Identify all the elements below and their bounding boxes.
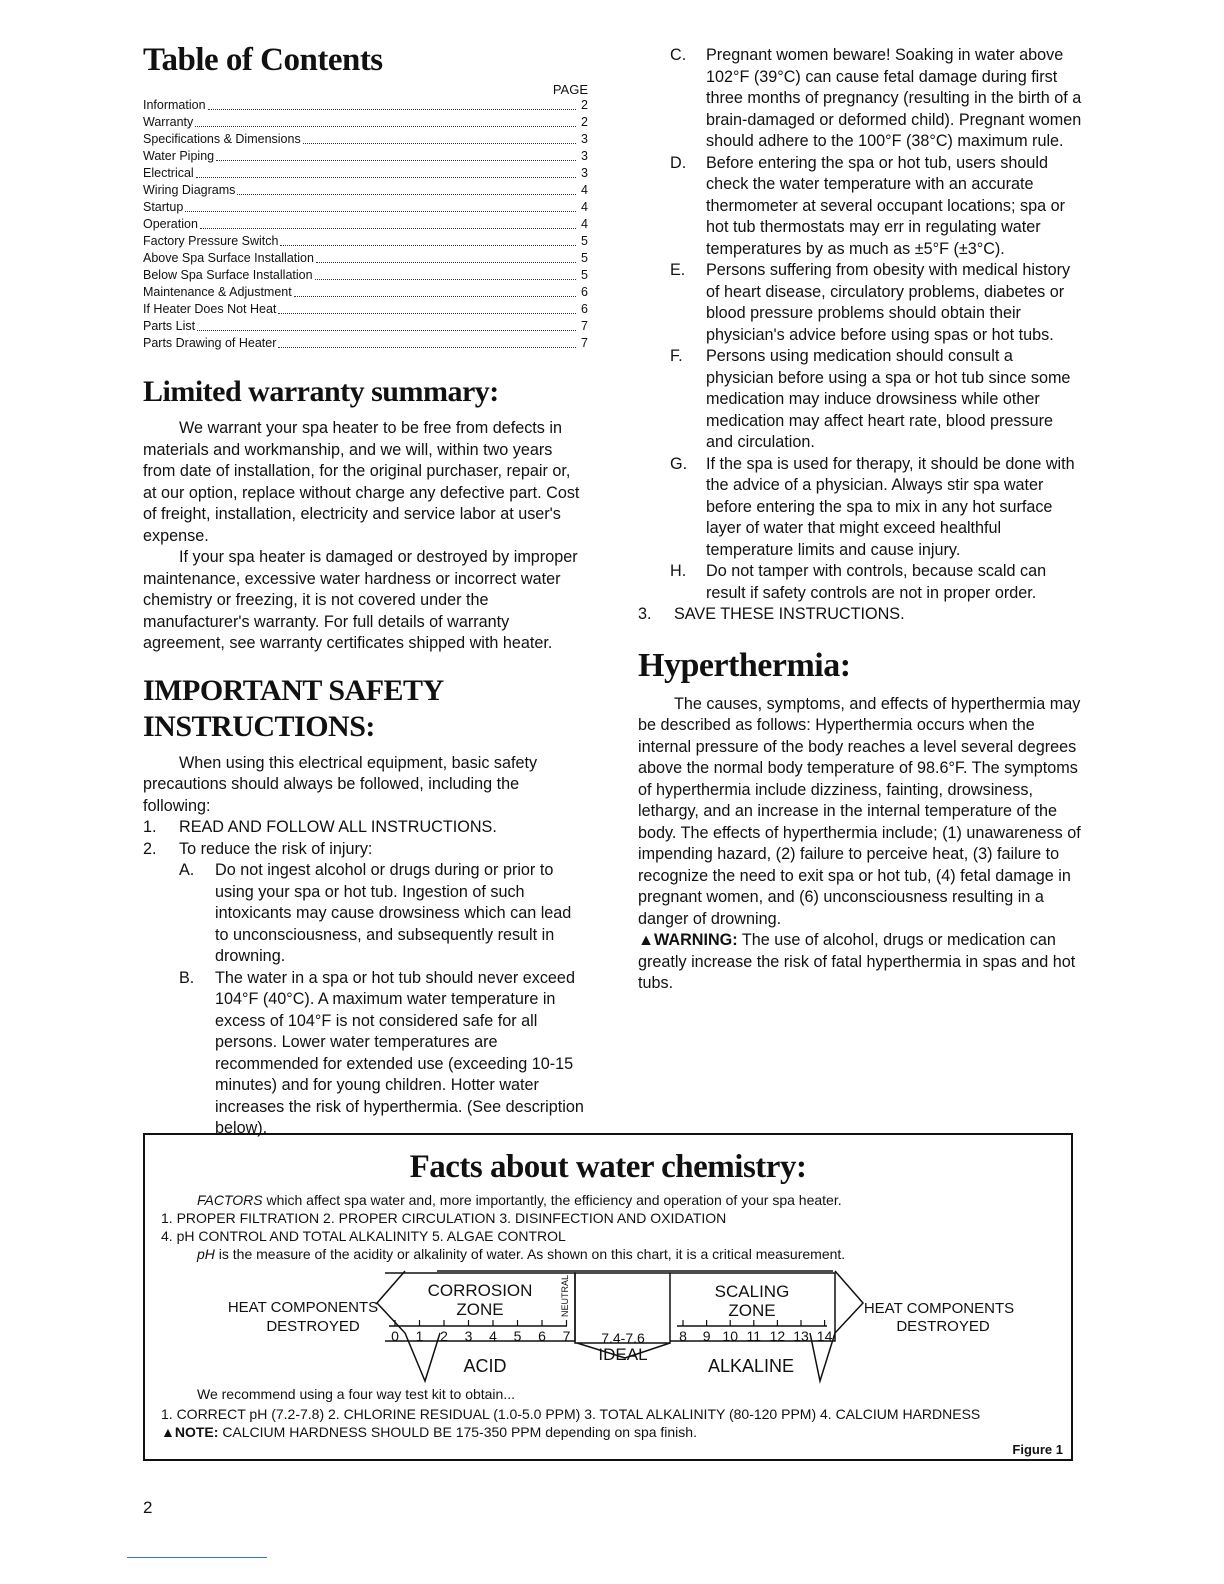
toc-entry [143,131,588,148]
hyperthermia-body: The causes, symptoms, and effects of hyperthermia may be described as follows: Hyperthermia occurs when the internal pressure of the body reaches a level several degrees above the normal body temperature of 98.6°F. The symptoms of hyperthermia include dizziness, fainting, drowsiness, lethargy, and an increase in the internal temperature of the body. The effects of hyperthermia include; (1) unawareness of impending hazard, (2) failure to perceive heat, (3) failure to recognize the need to exit spa or hot tub, (4) fetal damage in pregnant women, and (6) unconsciousness resulting in a danger of drowning. [638,694,1081,928]
toc-leader-dots [197,318,576,331]
toc-entry [143,284,588,301]
item-letter: D. [670,153,687,172]
ph-tick-label: 7 [562,1328,571,1344]
toc-entry-label: Above Spa Surface Installation [143,251,314,265]
safety-sub-a [143,860,588,968]
item-text: Do not tamper with controls, because scald can result if safety controls are not in proper order. [706,562,1047,602]
item-letter: B. [179,968,195,987]
toc-entry [143,148,588,165]
toc-leader-dots [294,284,576,297]
hyperthermia-title: Hyperthermia: [638,646,851,684]
item-text: Persons using medication should consult a physician before using a spa or hot tub since some medication may induce drowsiness while other medication may affect heart rate, blood pressure and circulation. [706,347,1071,451]
ph-tick-label: 3 [464,1328,473,1344]
toc-leader-dots [278,301,576,314]
ph-rest: is the measure of the acidity or alkalinity of water. As shown on this chart, it is a critical measurement. [218,1246,846,1262]
toc-leader-dots [315,267,576,280]
toc-entry-label: If Heater Does Not Heat [143,302,277,316]
toc-entry [143,335,588,352]
warranty-paragraph-1: We warrant your spa heater to be free from defects in materials and workmanship, and we will, within two years from date of installation, for the original purchaser, repair or, at our option, replace without charge any defective part. Cost of freight, installation, electricity and service labor at user's expense. [143,419,580,545]
warning-text: The use of alcohol, drugs or medication can greatly increase the risk of fatal hyperthermia in spas and hot tubs. [638,931,1076,992]
note-icon: ▲ [161,1424,175,1440]
ph-tick-label: 8 [679,1328,687,1344]
safety-item-2 [143,839,588,861]
acid-label: ACID [463,1356,507,1376]
ph-scale-diagram [205,1263,1025,1387]
recommend-line: We recommend using a four way test kit to obtain... [197,1386,516,1402]
chemistry-title: Facts about water chemistry: [409,1149,807,1185]
toc-leader-dots [316,250,576,263]
toc-entry-label: Operation [143,217,198,231]
ph-tick-label: 10 [722,1328,738,1344]
safety-sub-f [638,346,1083,454]
toc-entry-page: 3 [581,166,588,180]
toc-entry [143,216,588,233]
item-text: READ AND FOLLOW ALL INSTRUCTIONS. [179,818,497,836]
toc-leader-dots [303,131,576,144]
scaling-label-2: ZONE [728,1301,776,1320]
toc-entry-label: Information [143,98,206,112]
toc-entry-label: Specifications & Dimensions [143,132,301,146]
toc-entry-label: Water Piping [143,149,215,163]
toc-entry-page: 6 [581,285,588,299]
factors-line [197,1191,842,1209]
left-column [143,40,588,1140]
toc-entry [143,250,588,267]
toc-leader-dots [208,97,576,110]
hyperthermia-warning [638,930,1083,995]
toc-entry-label: Maintenance & Adjustment [143,285,292,299]
toc-entry-label: Warranty [143,115,194,129]
item-text: Do not ingest alcohol or drugs during or prior to using your spa or hot tub. Ingestion of such intoxicants may cause drowsiness which can lead to unconsciousness, and subsequently result in drowning. [215,861,572,965]
corrosion-label-1: CORROSION [427,1281,533,1300]
factors-line-2: 4. pH CONTROL AND TOTAL ALKALINITY 5. ALGAE CONTROL [161,1228,566,1244]
ph-tick-label: 4 [489,1328,497,1344]
item-text: To reduce the risk of injury: [179,839,373,858]
toc-leader-dots [237,182,576,195]
toc-entry-page: 7 [581,319,588,333]
safety-sub-d [638,153,1083,261]
toc-entry-page: 3 [581,149,588,163]
item-text: If the spa is used for therapy, it should be done with the advice of a physician. Always stir spa water before entering the spa to mix in any hot surface layer of water that might exceed healthful temperature limits and cause injury. [706,454,1075,559]
toc-leader-dots [195,114,576,127]
toc-entry [143,97,588,114]
item-number: 3. [638,605,652,623]
safety-sub-g [638,454,1083,562]
toc-entry-page: 4 [581,200,588,214]
factors-rest: which affect spa water and, more importantly, the efficiency and operation of your spa heater. [266,1192,842,1208]
toc-entry [143,318,588,335]
safety-title: IMPORTANT SAFETY INSTRUCTIONS: [143,673,443,743]
toc-entry-label: Factory Pressure Switch [143,234,279,248]
neutral-label: NEUTRAL [560,1274,570,1317]
item-letter: C. [670,46,687,64]
toc-page-header: PAGE [552,82,588,97]
item-number: 1. [143,818,157,836]
safety-item-1 [143,817,588,839]
safety-sub-c [638,45,1083,153]
toc-entry-page: 5 [581,268,588,282]
toc-entry [143,114,588,131]
ph-line [197,1245,845,1263]
item-letter: F. [670,347,683,365]
factors-lead: FACTORS [197,1192,263,1208]
figure-label: Figure 1 [1012,1442,1063,1457]
note-text: CALCIUM HARDNESS SHOULD BE 175-350 PPM depending on spa finish. [222,1424,697,1440]
ph-tick-label: 6 [538,1328,546,1344]
toc-entry-label: Below Spa Surface Installation [143,268,313,282]
alkaline-label: ALKALINE [707,1356,795,1376]
ph-tick-label: 2 [440,1328,448,1344]
toc-leader-dots [200,216,576,229]
toc-entry-label: Parts List [143,319,196,333]
item-text: Persons suffering from obesity with medical history of heart disease, circulatory problems, diabetes or blood pressure problems should obtain their physician's advice before using spas or hot tubs. [706,261,1071,344]
toc-leader-dots [196,165,576,178]
toc-entry-page: 7 [581,336,588,350]
item-text: The water in a spa or hot tub should never exceed 104°F (40°C). A maximum water temperature in excess of 104°F is not considered safe for all persons. Lower water temperatures are recommended for extended use (exceeding 10-15 minutes) and for young children. Hotter water increases the risk of hyperthermia. (See description below). [215,968,584,1137]
safety-sub-b [143,968,588,1140]
warning-icon: ▲ [638,931,655,949]
item-letter: G. [670,454,688,473]
toc-entry-page: 5 [581,234,588,248]
toc-entry-page: 4 [581,217,588,231]
toc-entry-label: Wiring Diagrams [143,183,236,197]
toc-entry-page: 6 [581,302,588,316]
right-label-1: HEAT COMPONENTS [863,1300,1015,1317]
factors-line-1: 1. PROPER FILTRATION 2. PROPER CIRCULATION 3. DISINFECTION AND OXIDATION [161,1210,727,1226]
toc-entry [143,199,588,216]
ideal-range-label: 7.4-7.6 [601,1330,645,1346]
item-text: Before entering the spa or hot tub, users should check the water temperature with an accurate thermometer at several occupant locations; spa or hot tub thermostats may err in regulating water temperatures by as much as ±5°F (±3°C). [706,153,1066,258]
safety-sub-h [638,561,1083,604]
toc-entry [143,301,588,318]
toc-list [143,97,588,352]
safety-sub-e [638,260,1083,346]
correct-line: 1. CORRECT pH (7.2-7.8) 2. CHLORINE RESIDUAL (1.0-5.0 PPM) 3. TOTAL ALKALINITY (80-120 PPM) 4. CALCIUM HARDNESS [161,1406,981,1422]
item-text: Pregnant women beware! Soaking in water above 102°F (39°C) can cause fetal damage during first three months of pregnancy (resulting in the birth of a brain-damaged or deformed child). Pregnant women should adhere to the 100°F (38°C) maximum rule. [706,46,1082,150]
toc-entry-page: 3 [581,132,588,146]
toc-entry-page: 5 [581,251,588,265]
warning-label: WARNING: [654,931,738,949]
toc-leader-dots [280,233,576,246]
toc-title: Table of Contents [143,42,383,78]
toc-leader-dots [216,148,576,161]
ph-tick-label: 5 [513,1328,522,1344]
item-letter: E. [670,261,686,279]
toc-entry [143,233,588,250]
item-letter: H. [670,562,687,580]
left-label-1: HEAT COMPONENTS [227,1299,379,1316]
toc-leader-dots [278,335,576,348]
warranty-paragraph-2: If your spa heater is damaged or destroyed by improper maintenance, excessive water hardness or incorrect water chemistry or freezing, it is not covered under the manufacturer's warranty. For full details of warranty agreement, see warranty certificates shipped with heater. [143,548,578,652]
corrosion-label-2: ZONE [456,1300,504,1319]
note-line [161,1423,697,1441]
ph-tick-label: 12 [769,1328,786,1344]
right-column [638,45,1083,995]
toc-entry [143,267,588,284]
toc-entry [143,182,588,199]
left-label-2: DESTROYED [266,1318,360,1335]
ph-lead: pH [197,1246,215,1262]
toc-leader-dots [185,199,576,212]
item-letter: A. [179,861,195,879]
ph-tick-label: 14 [816,1328,833,1344]
ph-tick-label: 1 [415,1328,424,1344]
toc-entry-label: Startup [143,200,184,214]
toc-entry [143,165,588,182]
toc-entry-label: Parts Drawing of Heater [143,336,277,350]
ideal-label: IDEAL [598,1345,648,1364]
note-label: NOTE: [174,1424,219,1440]
scaling-label-1: SCALING [714,1282,790,1301]
ph-tick-label: 13 [793,1328,809,1344]
item-number: 2. [143,839,157,858]
ph-tick-label: 11 [746,1328,762,1344]
toc-entry-label: Electrical [143,166,194,180]
safety-intro: When using this electrical equipment, basic safety precautions should always be followed, including the following: [143,753,538,815]
footer-rule [127,1557,267,1558]
warranty-title: Limited warranty summary: [143,375,499,408]
page-number: 2 [143,1498,153,1517]
toc-entry-page: 4 [581,183,588,197]
safety-item-3 [638,604,1083,626]
water-chemistry-box [143,1133,1073,1461]
ph-tick-label: 0 [391,1328,399,1344]
ph-tick-label: 9 [702,1328,711,1344]
right-label-2: DESTROYED [896,1318,990,1335]
item-text: SAVE THESE INSTRUCTIONS. [674,605,905,623]
toc-entry-page: 2 [581,98,588,112]
toc-entry-page: 2 [581,115,588,129]
